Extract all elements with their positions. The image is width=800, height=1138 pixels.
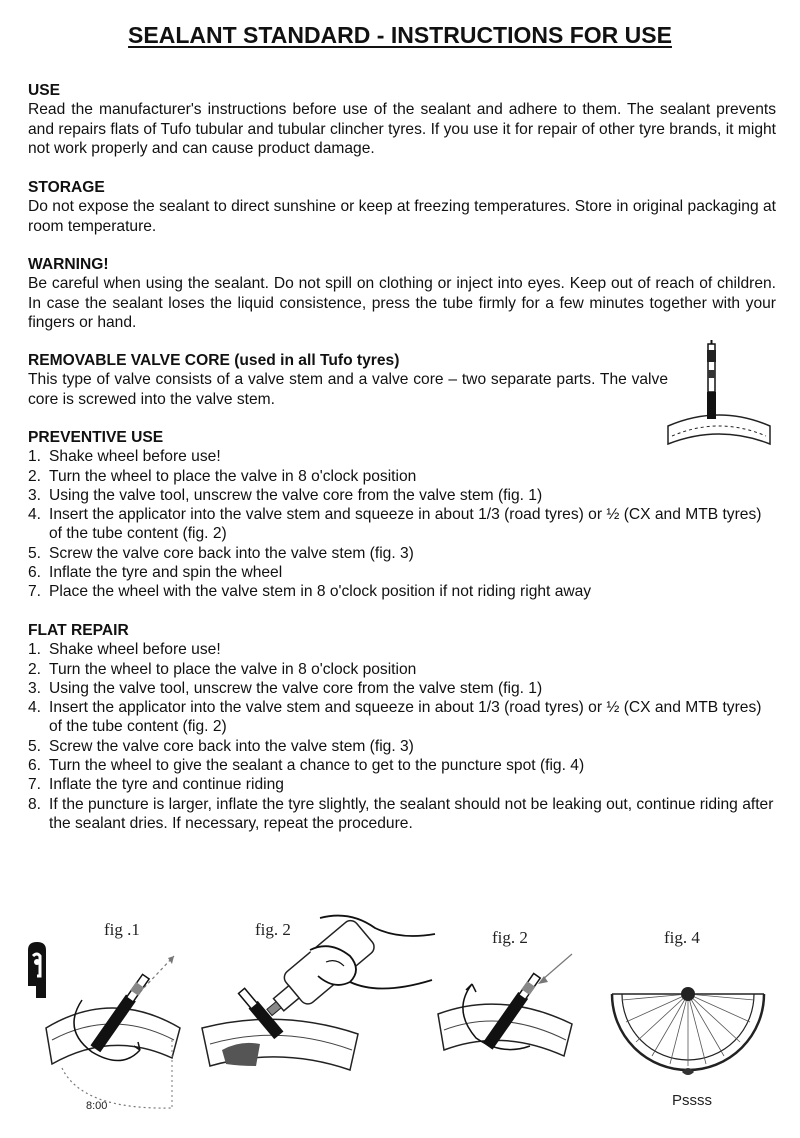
preventive-steps xyxy=(28,447,776,601)
page-title: SEALANT STANDARD - INSTRUCTIONS FOR USE xyxy=(128,22,672,48)
flat-repair-step-number: 5. xyxy=(28,737,42,755)
valve-body: This type of valve consists of a valve stem and a valve core – two separate parts. The valve core is screwed into the valve stem. xyxy=(28,371,668,408)
flat-repair-step-number: 6. xyxy=(28,757,42,775)
preventive-step-number: 3. xyxy=(28,486,42,504)
fig4-sound-label: Pssss xyxy=(672,1092,713,1109)
warning-section xyxy=(28,255,776,332)
flat-repair-step-text: Inflate the tyre and continue riding xyxy=(49,776,284,794)
fig2-label: fig. 2 xyxy=(255,920,291,939)
storage-heading: STORAGE xyxy=(28,179,105,196)
flat-repair-heading: FLAT REPAIR xyxy=(28,622,129,639)
preventive-heading: PREVENTIVE USE xyxy=(28,429,164,446)
warning-heading: WARNING! xyxy=(28,256,109,273)
preventive-step-number: 5. xyxy=(28,544,42,562)
preventive-section xyxy=(28,428,776,602)
preventive-step-text: Screw the valve core back into the valve stem (fig. 3) xyxy=(49,544,414,562)
preventive-step-text: Inflate the tyre and spin the wheel xyxy=(49,564,283,582)
preventive-step xyxy=(28,486,776,505)
flat-repair-step-text: If the puncture is larger, inflate the tyre slightly, the sealant should not be leaking out, continue riding after the sealant dries. If necessary, repeat the procedure. xyxy=(49,795,774,832)
fig3-label: fig. 2 xyxy=(492,928,528,947)
preventive-step xyxy=(28,467,776,486)
flat-repair-step-text: Using the valve tool, unscrew the valve core from the valve stem (fig. 1) xyxy=(49,679,543,697)
flat-repair-step xyxy=(28,775,776,794)
flat-repair-step-number: 8. xyxy=(28,795,42,813)
flat-repair-step-number: 4. xyxy=(28,699,42,717)
flat-repair-step-number: 2. xyxy=(28,660,42,678)
flat-repair-steps xyxy=(28,640,776,833)
preventive-step xyxy=(28,582,776,601)
fig4-label: fig. 4 xyxy=(664,928,700,947)
flat-repair-step-text: Turn the wheel to give the sealant a chance to get to the puncture spot (fig. 4) xyxy=(49,757,585,775)
flat-repair-step xyxy=(28,660,776,679)
preventive-step-text: Using the valve tool, unscrew the valve core from the valve stem (fig. 1) xyxy=(49,486,543,504)
fig4-illustration xyxy=(608,960,768,1080)
preventive-step-number: 6. xyxy=(28,564,42,582)
flat-repair-section xyxy=(28,621,776,833)
valve-heading: REMOVABLE VALVE CORE (used in all Tufo tyres) xyxy=(28,352,400,369)
fig1-clock-label: 8:00 xyxy=(86,1100,108,1112)
flat-repair-step-text: Turn the wheel to place the valve in 8 o'clock position xyxy=(49,660,417,678)
preventive-step xyxy=(28,563,776,582)
flat-repair-step xyxy=(28,737,776,756)
preventive-step xyxy=(28,447,776,466)
flat-repair-step xyxy=(28,640,776,659)
preventive-step-number: 1. xyxy=(28,448,42,466)
fig2-illustration xyxy=(200,910,435,1115)
preventive-step-text: Turn the wheel to place the valve in 8 o'clock position xyxy=(49,467,417,485)
preventive-step-number: 4. xyxy=(28,506,42,524)
flat-repair-step-number: 3. xyxy=(28,679,42,697)
flat-repair-step-number: 1. xyxy=(28,641,42,659)
flat-repair-step xyxy=(28,698,776,737)
use-heading: USE xyxy=(28,82,61,99)
fig1-illustration xyxy=(22,940,202,1125)
storage-section xyxy=(28,178,776,236)
flat-repair-step xyxy=(28,756,776,775)
use-body: Read the manufacturer's instructions before use of the sealant and adhere to them. The sealant prevents and repairs flats of Tufo tubular and tubular clincher tyres. If you use it for repair of other tyre brands, it might not work properly and can cause product damage. xyxy=(28,101,776,157)
flat-repair-step xyxy=(28,679,776,698)
flat-repair-step-text: Shake wheel before use! xyxy=(49,641,221,659)
flat-repair-step-number: 7. xyxy=(28,776,42,794)
flat-repair-step-text: Screw the valve core back into the valve stem (fig. 3) xyxy=(49,737,414,755)
preventive-step xyxy=(28,505,776,544)
preventive-step-text: Place the wheel with the valve stem in 8 o'clock position if not riding right away xyxy=(49,583,592,601)
preventive-step-text: Shake wheel before use! xyxy=(49,448,221,466)
preventive-step-number: 2. xyxy=(28,467,42,485)
use-section xyxy=(28,81,776,158)
preventive-step-number: 7. xyxy=(28,583,42,601)
preventive-step-text: Insert the applicator into the valve stem and squeeze in about 1/3 (road tyres) or ½ (CX and MTB tyres) of the tube content (fig. 2) xyxy=(49,506,762,543)
preventive-step xyxy=(28,544,776,563)
fig3-illustration xyxy=(432,950,582,1100)
flat-repair-step-text: Insert the applicator into the valve stem and squeeze in about 1/3 (road tyres) or ½ (CX and MTB tyres) of the tube content (fig. 2) xyxy=(49,699,762,736)
storage-body: Do not expose the sealant to direct sunshine or keep at freezing temperatures. Store in original packaging at room temperature. xyxy=(28,198,776,235)
warning-body: Be careful when using the sealant. Do not spill on clothing or inject into eyes. Keep out of reach of children. In case the sealant loses the liquid consistence, press the tube firmly for a few minutes together with your fingers or hand. xyxy=(28,275,776,331)
fig1-label: fig .1 xyxy=(104,920,140,939)
valve-section xyxy=(28,351,668,409)
flat-repair-step xyxy=(28,795,776,834)
